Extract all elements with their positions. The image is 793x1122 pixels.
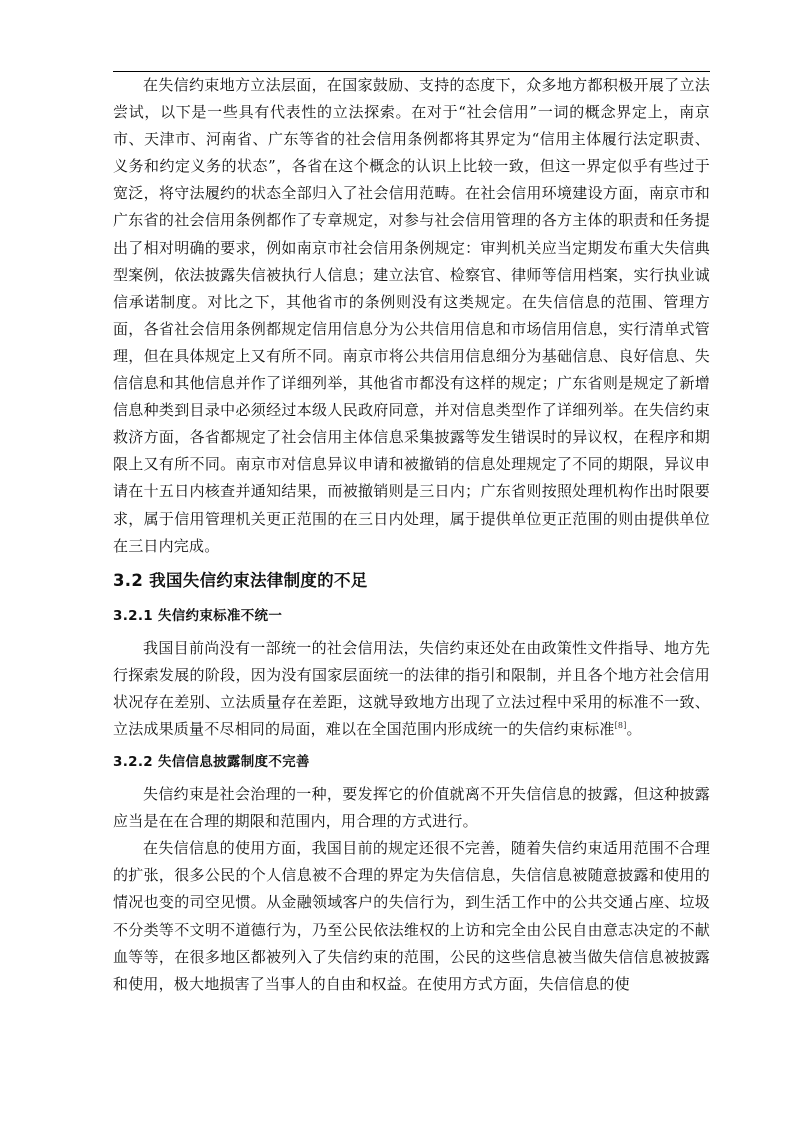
body-paragraph-disclosure-usage: 在失信信息的使用方面，我国目前的规定还很不完善，随着失信约束适用范围不合理的扩张，很多公民的个人信息被不合理的界定为失信信息，失信信息被随意披露和使用的情况也变的司空见惯。从金融领域客户的失信行为，到生活工作中的公共交通占座、垃圾不分类等不文明不道德行为，乃至公民依法维权的上访和完全由公民自由意志决定的不献血等等，在很多地区都被列入了失信约束的范围，公民的这些信息被当做失信信息被披露和使用，极大地损害了当事人的自由和权益。在使用方式方面，失信信息的使	[113, 839, 710, 993]
body-paragraph-standards	[113, 635, 710, 743]
paragraph-tail: 。	[626, 719, 642, 738]
citation-reference: [8]	[614, 720, 627, 730]
page-content	[113, 72, 710, 998]
body-paragraph-disclosure-intro: 失信约束是社会治理的一种，要发挥它的价值就离不开失信信息的披露，但这种披露应当是在在合理的期限和范围内，用合理的方式进行。	[113, 785, 710, 831]
subsection-heading-disclosure: 3.2.2 失信信息披露制度不完善	[113, 754, 310, 771]
subsection-heading-standards: 3.2.1 失信约束标准不统一	[113, 607, 283, 624]
paragraph-text: 我国目前尚没有一部统一的社会信用法，失信约束还处在由政策性文件指导、地方先行探索发展的阶段，因为没有国家层面统一的法律的指引和限制，并且各个地方社会信用状况存在差别、立法质量存在差距，这就导致地方出现了立法过程中采用的标准不一致、立法成果质量不尽相同的局面，难以在全国范围内形成统一的失信约束标准	[113, 638, 710, 738]
section-heading: 3.2 我国失信约束法律制度的不足	[113, 570, 368, 590]
body-paragraph-local-legislation: 在失信约束地方立法层面，在国家鼓励、支持的态度下，众多地方都积极开展了立法尝试，以下是一些具有代表性的立法探索。在对于“社会信用”一词的概念界定上，南京市、天津市、河南省、广东等省的社会信用条例都将其界定为“信用主体履行法定职责、义务和约定义务的状态”，各省在这个概念的认识上比较一致，但这一界定似乎有些过于宽泛，将守法履约的状态全部归入了社会信用范畴。在社会信用环境建设方面，南京市和广东省的社会信用条例都作了专章规定，对参与社会信用管理的各方主体的职责和任务提出了相对明确的要求，例如南京市社会信用条例规定：审判机关应当定期发布重大失信典型案例，依法披露失信被执行人信息；建立法官、检察官、律师等信用档案，实行执业诚信承诺制度。对比之下，其他省市的条例则没有这类规定。在失信信息的范围、管理方面，各省社会信用条例都规定信用信息分为公共信用信息和市场信用信息，实行清单式管理，但在具体规定上又有所不同。南京市将公共信用信息细分为基础信息、良好信息、失信信息和其他信息并作了详细列举，其他省市都没有这样的规定；广东省则是规定了新增信息种类到目录中必须经过本级人民政府同意，并对信息类型作了详细列举。在失信约束救济方面，各省都规定了社会信用主体信息采集披露等发生错误时的异议权，在程序和期限上又有所不同。南京市对信息异议申请和被撤销的信息处理规定了不同的期限，异议申请在十五日内核查并通知结果，而被撤销则是三日内；广东省则按照处理机构作出时限要求，属于信用管理机关更正范围的在三日内处理，属于提供单位更正范围的则由提供单位在三日内完成。	[113, 76, 710, 555]
